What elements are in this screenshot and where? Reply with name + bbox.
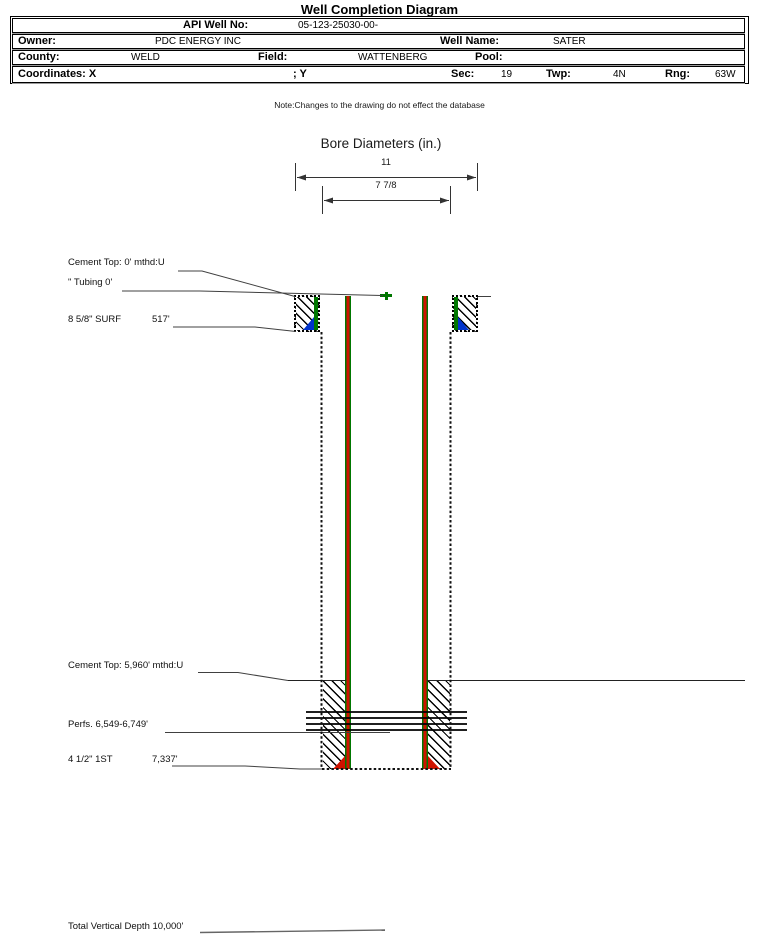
surface-casing-cement-right bbox=[452, 295, 478, 332]
cement-top-production-label: Cement Top: 5,960' mthd:U bbox=[68, 660, 184, 671]
production-casing-right bbox=[422, 296, 428, 769]
sec-value: 19 bbox=[501, 69, 513, 80]
production-casing-left bbox=[345, 296, 351, 769]
coordinate-y-label: ; Y bbox=[293, 68, 307, 80]
surface-shoe-right bbox=[458, 317, 469, 330]
tvd-underline bbox=[200, 930, 385, 933]
coordinates-label: Coordinates: X bbox=[18, 68, 97, 80]
field-label: Field: bbox=[258, 51, 288, 63]
production-casing-depth: 7,337' bbox=[152, 754, 178, 765]
cement-top-surface-label: Cement Top: 0' mthd:U bbox=[68, 257, 165, 268]
pool-label: Pool: bbox=[475, 51, 503, 63]
surface-casing-depth: 517' bbox=[152, 314, 170, 325]
api-well-no-value: 05-123-25030-00- bbox=[298, 20, 379, 31]
table-row-coordinates bbox=[12, 66, 745, 83]
twp-label: Twp: bbox=[546, 68, 571, 80]
well-header-table bbox=[10, 16, 749, 84]
well-name-label: Well Name: bbox=[440, 35, 500, 47]
sec-label: Sec: bbox=[451, 68, 475, 80]
owner-value: PDC ENERGY INC bbox=[155, 36, 241, 47]
bore-diameter-inner-value: 7 7/8 bbox=[375, 180, 397, 191]
well-name-value: SATER bbox=[553, 36, 586, 47]
county-label: County: bbox=[18, 51, 60, 63]
table-row-api bbox=[12, 18, 745, 33]
bore-diameter-outer-value: 11 bbox=[381, 157, 391, 168]
production-casing-label: 4 1/2" 1ST bbox=[68, 754, 113, 765]
county-value: WELD bbox=[131, 52, 160, 63]
table-row-owner bbox=[12, 34, 745, 49]
owner-label: Owner: bbox=[18, 35, 56, 47]
surface-casing-label: 8 5/8" SURF bbox=[68, 314, 122, 325]
surface-casing-cement-left bbox=[294, 295, 320, 332]
table-row-county bbox=[12, 50, 745, 65]
database-note: Note:Changes to the drawing do not effect the database bbox=[274, 100, 485, 110]
tubing-label: " Tubing 0' bbox=[68, 277, 113, 288]
surface-casing-wall-left bbox=[314, 297, 318, 330]
total-vertical-depth-label: Total Vertical Depth 10,000' bbox=[68, 921, 184, 932]
page-title: Well Completion Diagram bbox=[300, 2, 459, 17]
rng-value: 63W bbox=[715, 69, 736, 80]
rng-label: Rng: bbox=[665, 68, 691, 80]
bore-diameters-title: Bore Diameters (in.) bbox=[320, 136, 442, 151]
surface-shoe-left bbox=[303, 317, 314, 330]
production-shoe-left bbox=[333, 756, 345, 769]
field-value: WATTENBERG bbox=[358, 52, 428, 63]
api-well-no-label: API Well No: bbox=[183, 19, 249, 31]
twp-value: 4N bbox=[613, 69, 626, 80]
perfs-label: Perfs. 6,549-6,749' bbox=[68, 719, 148, 730]
tubing-hanger-tick bbox=[385, 292, 388, 300]
production-shoe-right bbox=[428, 756, 440, 769]
